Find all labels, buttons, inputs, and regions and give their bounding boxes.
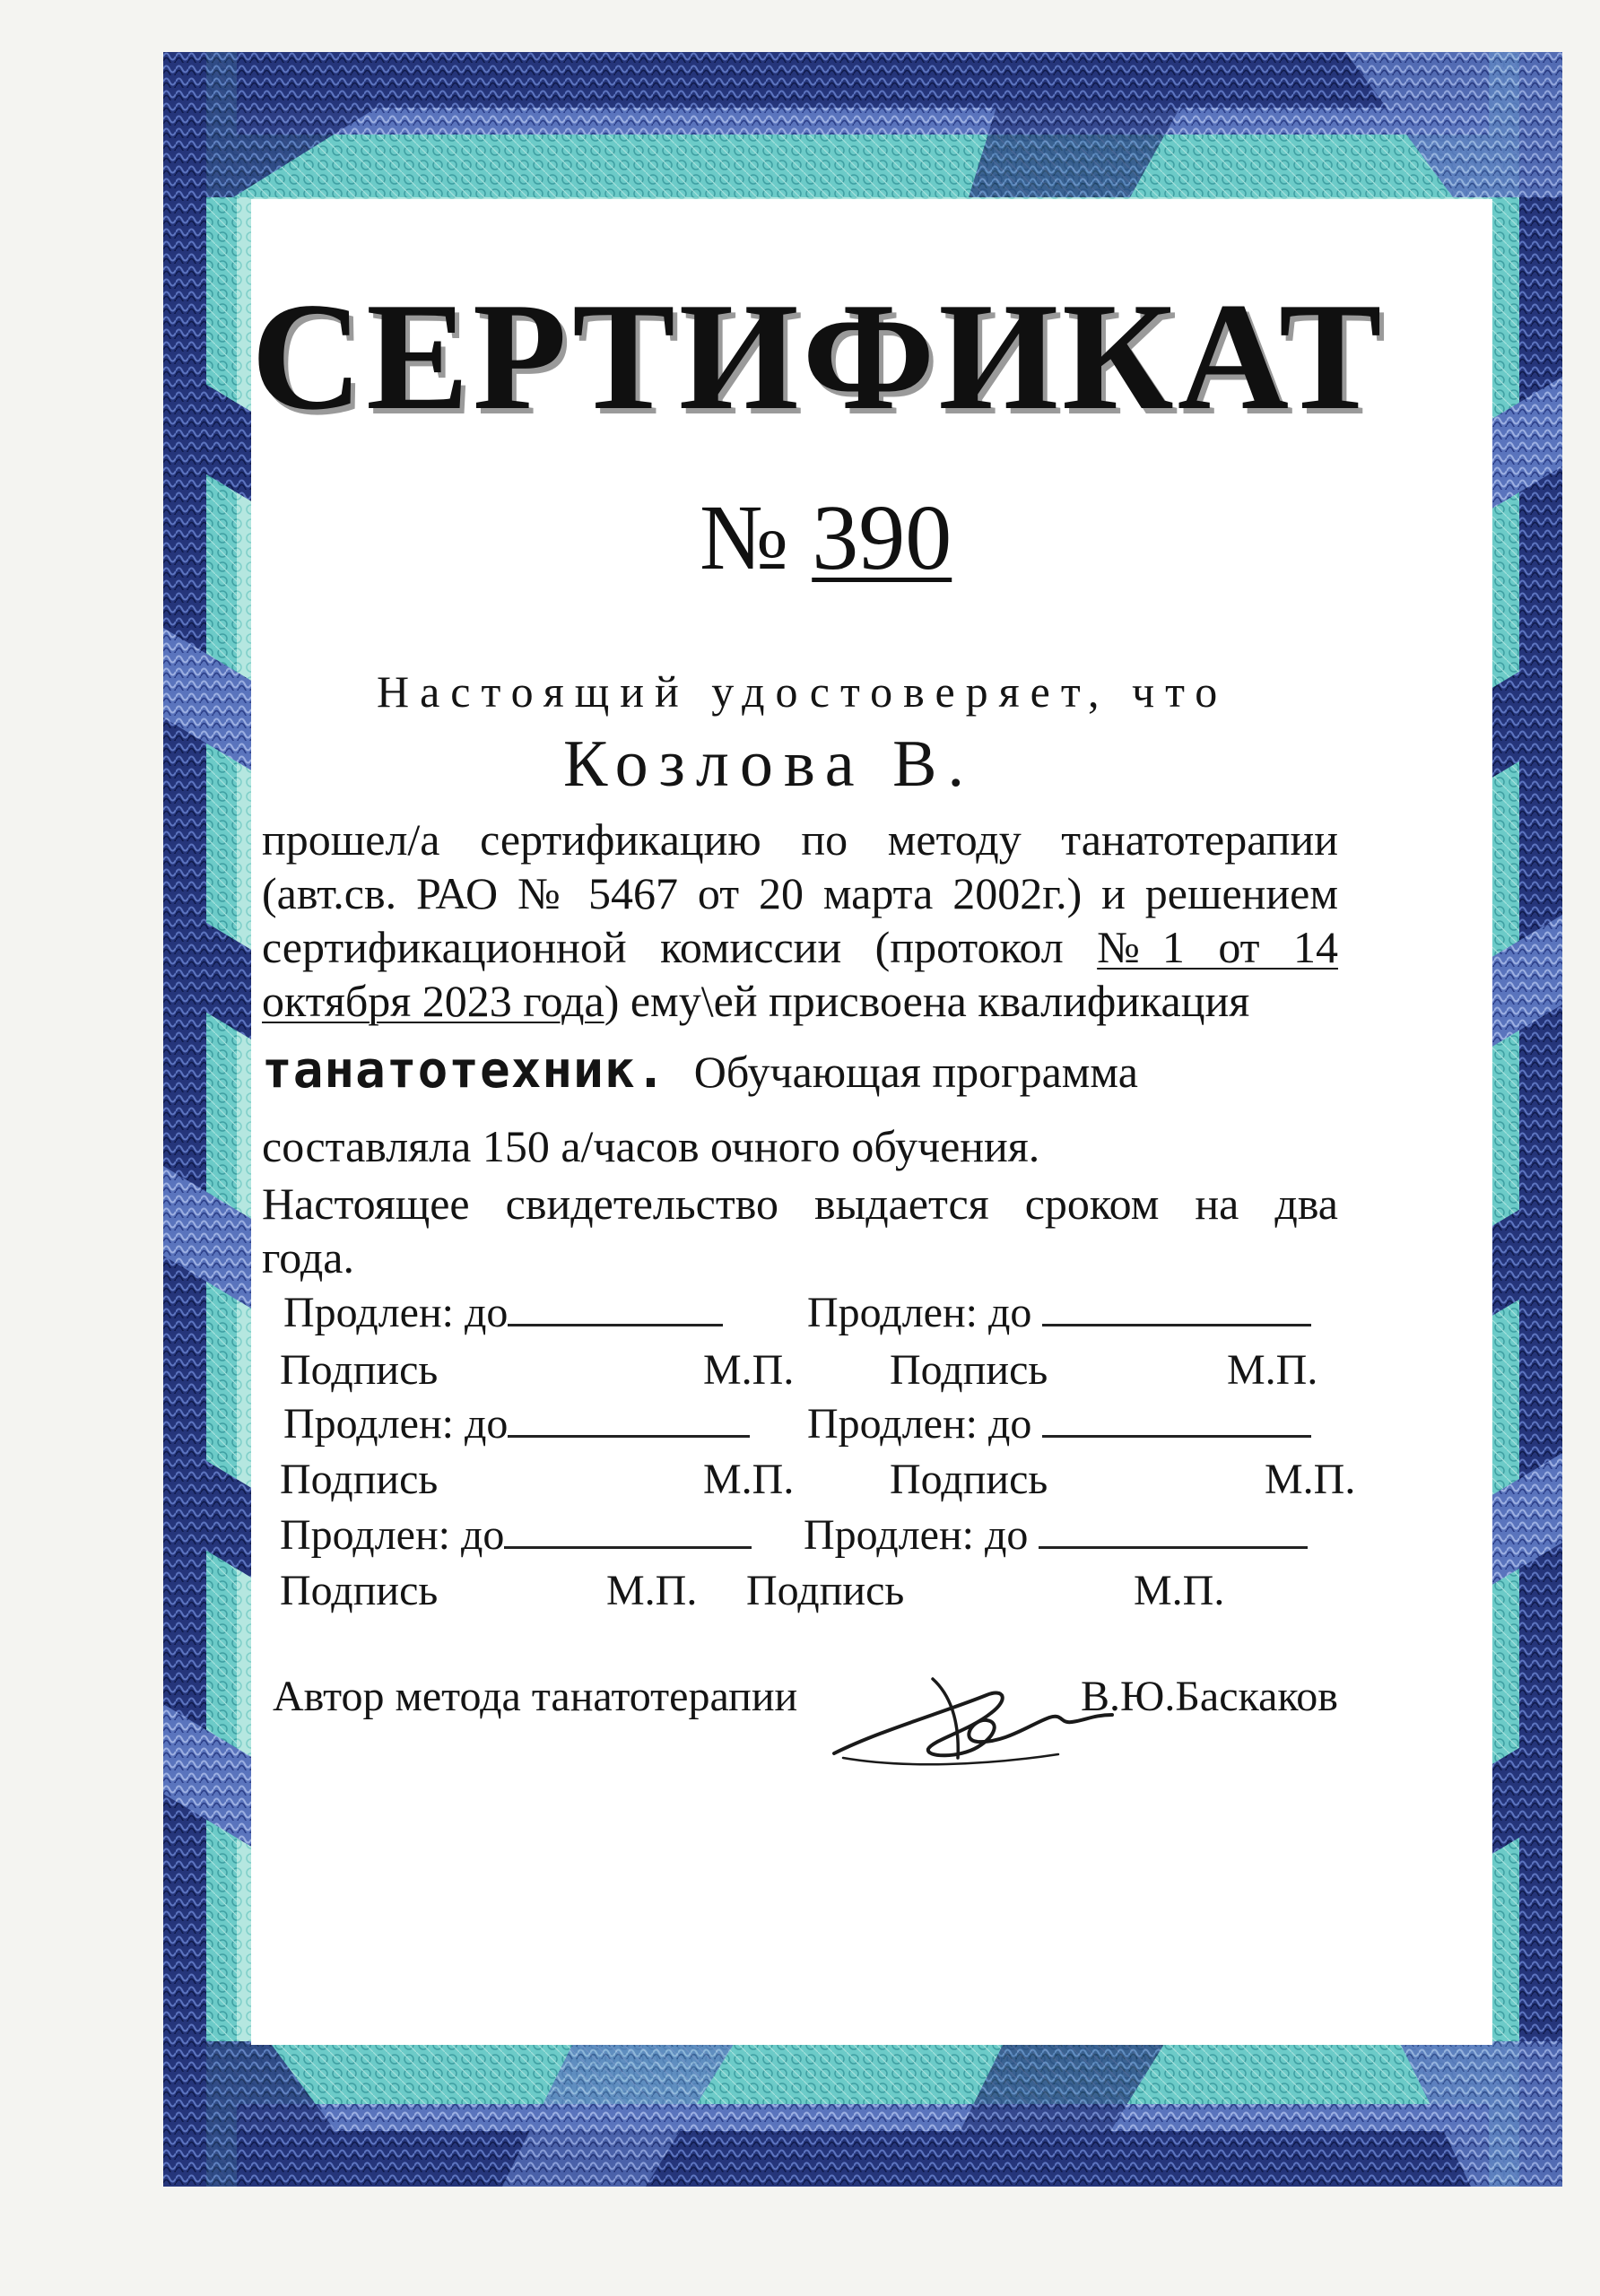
- seal-label-2: М.П.: [1227, 1346, 1318, 1394]
- signature-label-1: Подпись: [280, 1346, 439, 1394]
- extended-until-5: Продлен: до: [280, 1510, 752, 1560]
- signature-label-6: Подпись: [746, 1567, 905, 1614]
- extended-until-4: Продлен: до: [807, 1399, 1311, 1448]
- seal-label-3: М.П.: [703, 1456, 795, 1503]
- author-signature: [825, 1668, 1121, 1776]
- signature-label-5: Подпись: [280, 1567, 439, 1614]
- body-line-2: (авт.св. РАО № 5467 от 20 марта 2002г.) и решением: [262, 868, 1338, 918]
- body-line-3: [262, 920, 1338, 974]
- seal-label-1: М.П.: [703, 1346, 795, 1394]
- author-label: Автор метода танатотерапии: [273, 1673, 798, 1720]
- body-line-1: прошел/а сертификацию по методу танатотерапии: [262, 814, 1338, 865]
- number-value: 390: [812, 486, 952, 589]
- intro-text: Настоящий удостоверяет, что: [377, 666, 1229, 717]
- signature-label-3: Подпись: [280, 1456, 439, 1503]
- validity-line-1: Настоящее свидетельство выдается сроком на два: [262, 1178, 1338, 1229]
- protocol-number: №1 от 14: [1097, 922, 1338, 972]
- signature-label-2: Подпись: [890, 1346, 1048, 1394]
- certificate-number: [700, 484, 952, 591]
- protocol-date: октября 2023 года: [262, 976, 604, 1026]
- extended-until-3: Продлен: до: [283, 1399, 750, 1448]
- extended-until-1: Продлен: до: [283, 1288, 723, 1337]
- seal-label-4: М.П.: [1265, 1456, 1356, 1503]
- author-name: В.Ю.Баскаков: [1081, 1673, 1338, 1720]
- body-line-4-text: ) ему\ей присвоена квалификация: [604, 976, 1250, 1026]
- recipient-name: Козлова В.: [563, 727, 975, 801]
- body-line-5-text: Обучающая программа: [693, 1047, 1138, 1097]
- extended-until-2: Продлен: до: [807, 1288, 1311, 1337]
- number-prefix: №: [700, 486, 789, 589]
- signature-label-4: Подпись: [890, 1456, 1048, 1503]
- certificate-title: СЕРТИФИКАТ: [251, 272, 1386, 442]
- validity-line-2: года.: [262, 1232, 354, 1283]
- seal-label-5: М.П.: [606, 1567, 698, 1614]
- body-line-5: [262, 1041, 1338, 1100]
- extended-until-6: Продлен: до: [804, 1510, 1308, 1560]
- body-line-4: [262, 974, 1338, 1028]
- body-line-6: составляла 150 а/часов очного обучения.: [262, 1121, 1040, 1171]
- seal-label-6: М.П.: [1134, 1567, 1225, 1614]
- qualification: танатотехник.: [262, 1041, 667, 1100]
- body-line-3-text: сертификационной комиссии (протокол: [262, 922, 1064, 972]
